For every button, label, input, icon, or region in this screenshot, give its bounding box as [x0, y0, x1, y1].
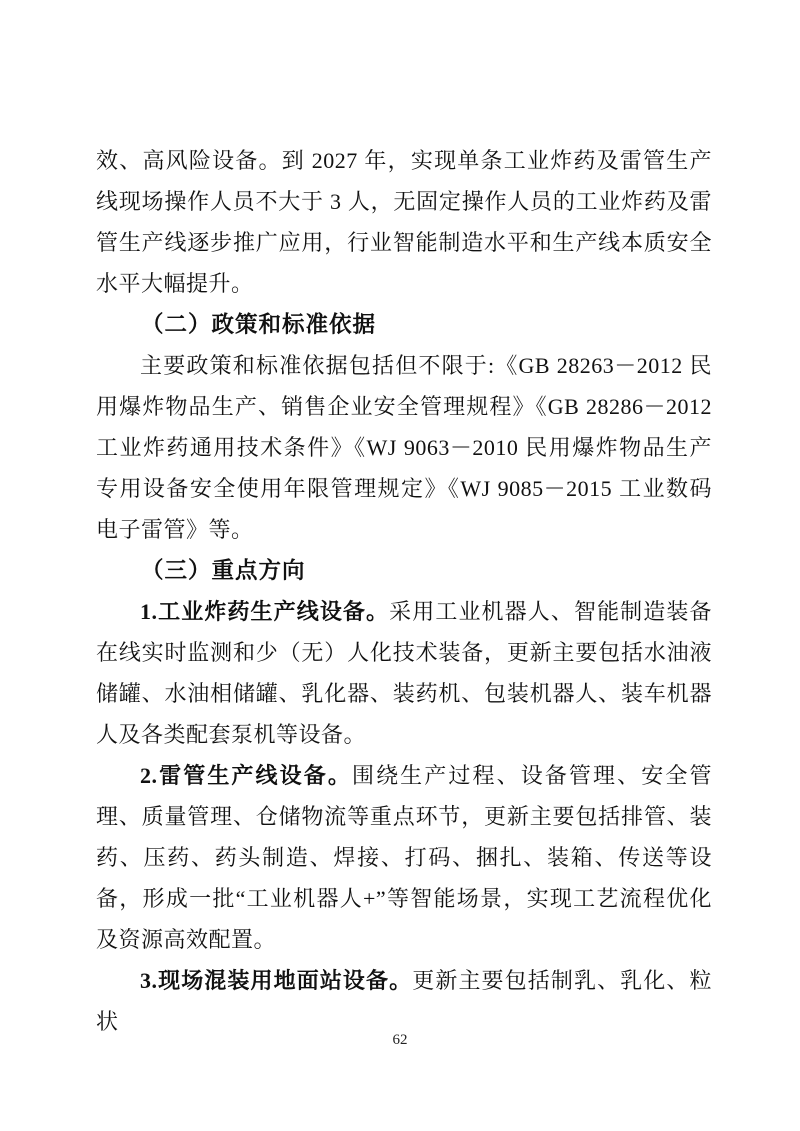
item-3-body-text: 更新主要包括制乳、乳化、粒状	[96, 968, 712, 1034]
item-1-lead-label: 1.工业炸药生产线设备。	[140, 599, 390, 624]
item-2-body-text: 围绕生产过程、设备管理、安全管理、质量管理、仓储物流等重点环节，更新主要包括排管、装药、压药、药头制造、焊接、打码、捆扎、装箱、传送等设备，形成一批“工业机器人+”等智能场景，实现工艺流程优化及资源高效配置。	[96, 763, 712, 952]
page-number: 62	[392, 1032, 408, 1048]
document-text-block	[96, 140, 712, 1042]
item-1-body-text: 采用工业机器人、智能制造装备在线实时监测和少（无）人化技术装备，更新主要包括水油液储罐、水油相储罐、乳化器、装药机、包装机器人、装车机器人及各类配套泵机等设备。	[96, 599, 712, 747]
section-heading-policy: （二）政策和标准依据	[141, 312, 377, 337]
item-3-lead-label: 3.现场混装用地面站设备。	[140, 968, 413, 993]
section-heading-key-directions: （三）重点方向	[141, 558, 306, 583]
paragraph-intro-text: 效、高风险设备。到 2027 年，实现单条工业炸药及雷管生产线现场操作人员不大于 3 人，无固定操作人员的工业炸药及雷管生产线逐步推广应用，行业智能制造水平和生产线本质安全水平大幅提升。	[96, 148, 712, 296]
paragraph-policy-text: 主要政策和标准依据包括但不限于:《GB 28263－2012 民用爆炸物品生产、销售企业安全管理规程》《GB 28286－2012 工业炸药通用技术条件》《WJ 9063－2010 民用爆炸物品生产专用设备安全使用年限管理规定》《WJ 9085－2015 工业数码电子雷管》等。	[96, 353, 712, 542]
paragraph-item-1	[96, 591, 712, 755]
item-2-lead-label: 2.雷管生产线设备。	[140, 763, 352, 788]
paragraph-item-2	[96, 755, 712, 960]
paragraph-policy-standards	[96, 345, 712, 550]
paragraph-intro-continuation	[96, 140, 712, 304]
